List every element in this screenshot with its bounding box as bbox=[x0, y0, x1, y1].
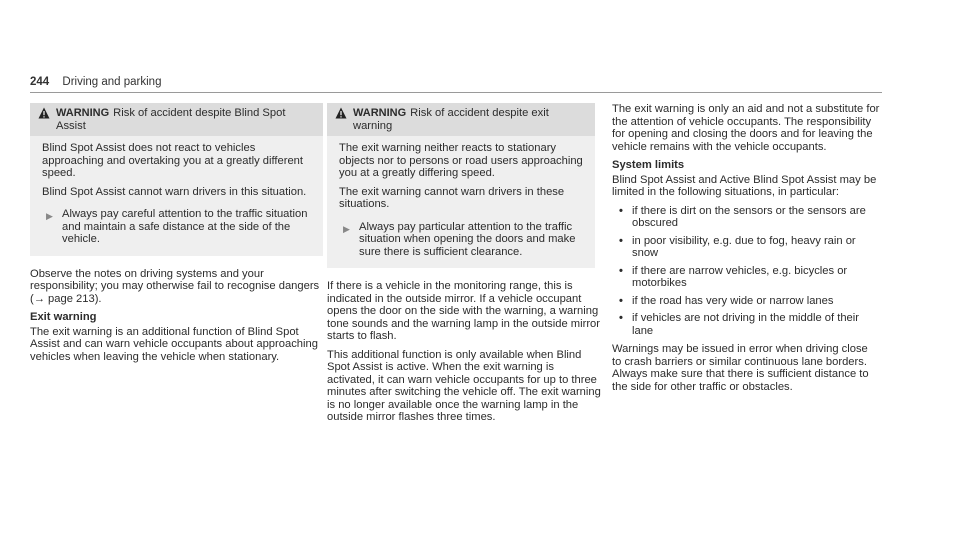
warning-paragraph: Blind Spot Assist does not react to vehicles approaching and overtaking you at a greatly different speed. bbox=[42, 142, 304, 179]
observe-text: Observe the notes on driving systems and your responsibility; you may otherwise fail to recognise dangers ( bbox=[30, 267, 320, 305]
limits-list bbox=[612, 205, 880, 338]
warning-title: Risk of accident despite Blind Spot Assist bbox=[56, 107, 286, 132]
list-item: • if there are narrow vehicles, e.g. bicycles or motorbikes bbox=[612, 265, 880, 290]
column-right bbox=[612, 103, 880, 399]
page-ref-link[interactable]: page 213 bbox=[48, 292, 95, 305]
column-left bbox=[30, 103, 322, 369]
warning-action bbox=[42, 208, 311, 246]
warning-paragraph: The exit warning neither reacts to stationary objects nor to persons or road users approaching you at a greatly differing speed. bbox=[339, 142, 583, 179]
warning-paragraph: The exit warning cannot warn drivers in these situations. bbox=[339, 185, 565, 210]
warning-action-text: Always pay particular attention to the traffic situation when opening the doors and make sure there is sufficient clearance. bbox=[359, 220, 576, 258]
warning-action bbox=[339, 221, 583, 259]
play-arrow-icon: ▶ bbox=[46, 211, 53, 221]
warning-body bbox=[30, 136, 323, 256]
warning-action-text: Always pay careful attention to the traffic situation and maintain a safe distance at the side of the vehicle. bbox=[62, 208, 308, 245]
warning-header bbox=[30, 103, 323, 136]
warning-triangle-icon bbox=[335, 107, 347, 119]
page-number: 244 bbox=[30, 76, 50, 88]
additional-function-paragraph: This additional function is only available when Blind Spot Assist is active. When the exit warning is activated, it can warn vehicle occupants for up to three minutes after switching the vehicle off. The exit warning is no longer available once the warning lamp in the outside mirror flashes three times. bbox=[327, 348, 601, 423]
exit-warning-paragraph: The exit warning is an additional function of Blind Spot Assist and can warn vehicle occupants about approaching vehicles when leaving the vehicle when stationary. bbox=[30, 325, 318, 363]
observe-text-end: ). bbox=[94, 292, 102, 305]
warning-label: WARNING bbox=[56, 107, 110, 119]
limits-intro: Blind Spot Assist and Active Blind Spot Assist may be limited in the following situations, in particular: bbox=[612, 173, 877, 198]
play-arrow-icon: ▶ bbox=[343, 223, 350, 234]
warning-box-exit bbox=[327, 103, 595, 268]
warning-header bbox=[327, 103, 595, 136]
warning-label: WARNING bbox=[353, 107, 407, 119]
list-item: • if there is dirt on the sensors or the sensors are obscured bbox=[612, 205, 880, 230]
observe-notes-paragraph bbox=[30, 268, 322, 306]
page-header bbox=[30, 76, 161, 88]
aid-paragraph: The exit warning is only an aid and not a substitute for the attention of vehicle occupants. The responsibility for opening and closing the doors and for leaving the vehicle remains with the vehicle occupants. bbox=[612, 103, 880, 153]
warning-paragraph: Blind Spot Assist cannot warn drivers in this situation. bbox=[42, 185, 307, 198]
warning-title: Risk of accident despite exit warning bbox=[353, 107, 549, 132]
warning-triangle-icon bbox=[38, 107, 50, 119]
section-title: Driving and parking bbox=[62, 76, 162, 88]
list-item: • if vehicles are not driving in the middle of their lane bbox=[612, 312, 880, 337]
warning-body bbox=[327, 136, 595, 268]
warnings-error-paragraph: Warnings may be issued in error when driving close to crash barriers or similar continuous lane borders. Always make sure that there is sufficient distance to the side for other traffic or obstacles. bbox=[612, 343, 869, 393]
list-item: • if the road has very wide or narrow lanes bbox=[612, 295, 880, 308]
warning-box-blind-spot bbox=[30, 103, 323, 256]
list-item: • in poor visibility, e.g. due to fog, heavy rain or snow bbox=[612, 235, 880, 260]
header-divider bbox=[30, 92, 882, 93]
page-ref-arrow-icon: → bbox=[33, 292, 45, 305]
exit-warning-heading: Exit warning bbox=[30, 311, 97, 323]
monitoring-paragraph: If there is a vehicle in the monitoring range, this is indicated in the outside mirror. If a vehicle occupant opens the door on the side with the warning, a warning tone sounds and the warning lamp in the outside mirror starts to flash. bbox=[327, 280, 601, 342]
system-limits-heading: System limits bbox=[612, 159, 685, 171]
column-middle bbox=[327, 103, 603, 430]
